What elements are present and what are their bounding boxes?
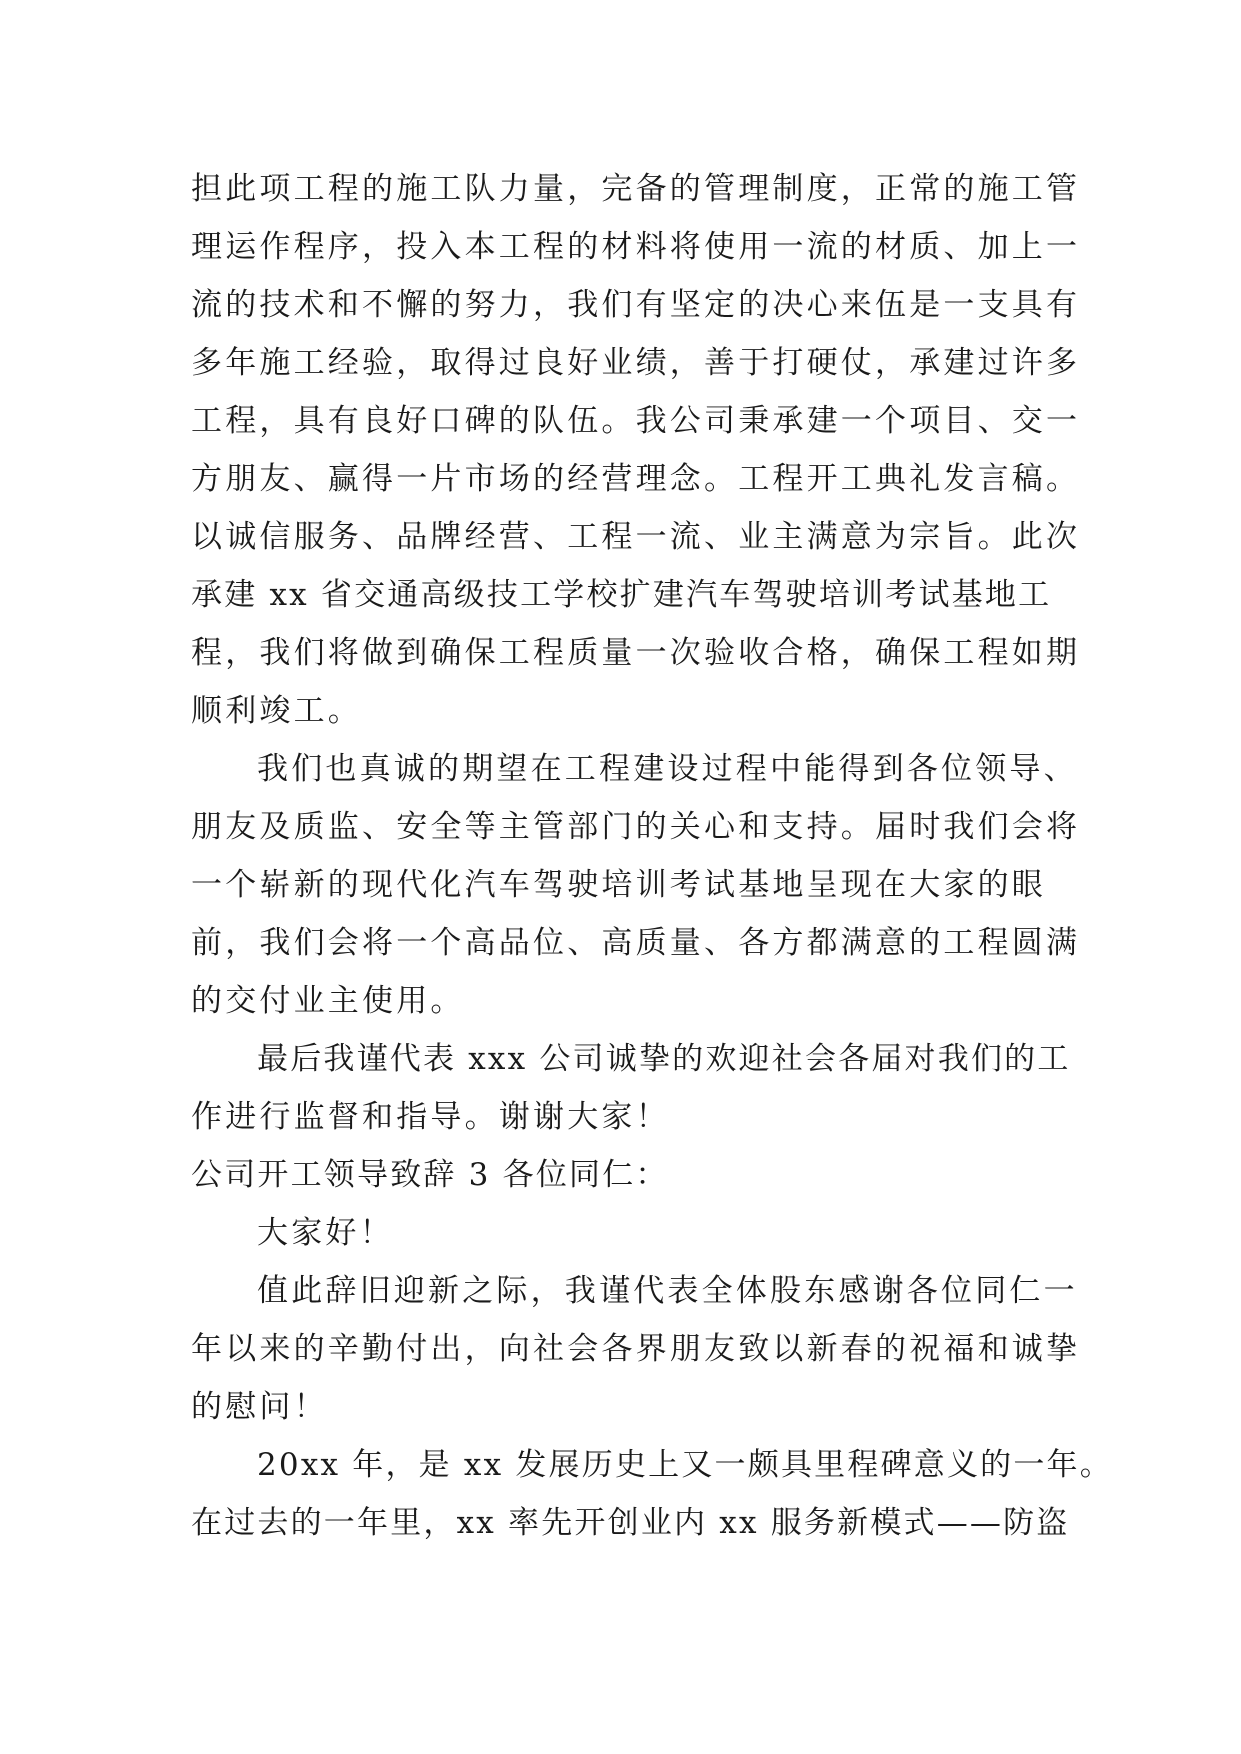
text-line: 多年施工经验，取得过良好业绩，善于打硬仗，承建过许多 (191, 345, 1081, 381)
text-line: 承建 xx 省交通高级技工学校扩建汽车驾驶培训考试基地工 (191, 577, 1052, 613)
text-line: 程，我们将做到确保工程质量一次验收合格，确保工程如期 (191, 635, 1081, 671)
text-line: 工程，具有良好口碑的队伍。我公司秉承建一个项目、交一 (191, 403, 1081, 439)
text-line: 年以来的辛勤付出，向社会各界朋友致以新春的祝福和诚挚 (191, 1331, 1081, 1367)
text-line: 的慰问！ (191, 1389, 328, 1425)
text-line: 担此项工程的施工队力量，完备的管理制度，正常的施工管 (191, 171, 1081, 207)
text-line: 顺利竣工。 (191, 693, 362, 729)
section-heading-line: 公司开工领导致辞 3 各位同仁： (191, 1157, 669, 1193)
text-line: 朋友及质监、安全等主管部门的关心和支持。届时我们会将 (191, 809, 1081, 845)
text-line: 方朋友、赢得一片市场的经营理念。工程开工典礼发言稿。 (191, 461, 1081, 497)
document-body (191, 160, 1113, 1552)
text-line: 理运作程序，投入本工程的材料将使用一流的材质、加上一 (191, 229, 1081, 265)
text-line: 流的技术和不懈的努力，我们有坚定的决心来伍是一支具有 (191, 287, 1081, 323)
paragraph-start-line: 我们也真诚的期望在工程建设过程中能得到各位领导、 (257, 751, 1078, 787)
paragraph-start-line: 20xx 年，是 xx 发展历史上又一颇具里程碑意义的一年。 (257, 1447, 1113, 1483)
text-line: 前，我们会将一个高品位、高质量、各方都满意的工程圆满 (191, 925, 1081, 961)
text-line: 一个崭新的现代化汽车驾驶培训考试基地呈现在大家的眼 (191, 867, 1046, 903)
paragraph-start-line: 最后我谨代表 xxx 公司诚挚的欢迎社会各届对我们的工 (257, 1041, 1071, 1077)
paragraph-start-line: 值此辞旧迎新之际，我谨代表全体股东感谢各位同仁一 (257, 1273, 1078, 1309)
text-line: 在过去的一年里，xx 率先开创业内 xx 服务新模式——防盗 (191, 1505, 1070, 1541)
text-line: 的交付业主使用。 (191, 983, 465, 1019)
greeting-line: 大家好！ (257, 1215, 394, 1251)
text-line: 以诚信服务、品牌经营、工程一流、业主满意为宗旨。此次 (191, 519, 1081, 555)
text-line: 作进行监督和指导。谢谢大家！ (191, 1099, 670, 1135)
